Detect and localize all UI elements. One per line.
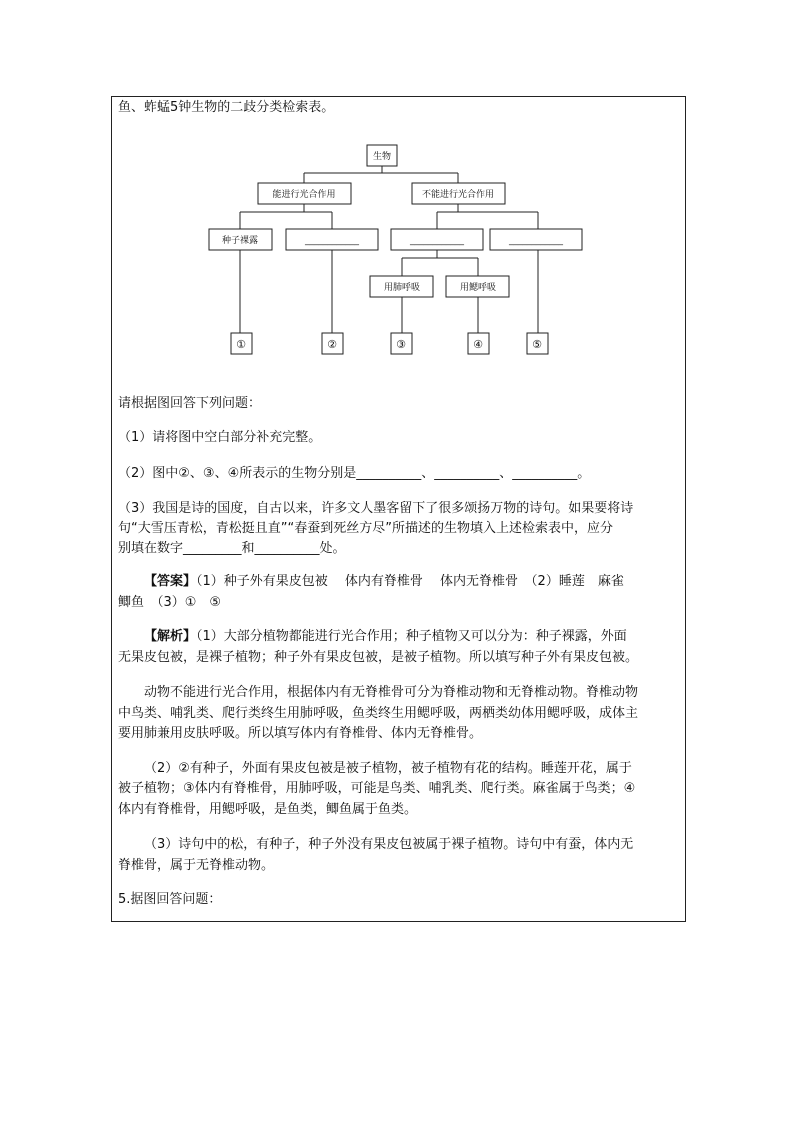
analysis-p4-line-2: 脊椎骨，属于无脊椎动物。 xyxy=(118,858,275,873)
prompt-text: 请根据图回答下列问题： xyxy=(118,396,262,411)
node-blank-1-label: ____________ xyxy=(305,236,359,246)
analysis-p4-line-1: （3）诗句中的松，有种子，种子外没有果皮包被属于裸子植物。诗句中有蚕，体内无 xyxy=(144,837,634,852)
answer-label: 【答案】 xyxy=(144,574,197,589)
analysis-p2-line-1: 动物不能进行光合作用，根据体内有无脊椎骨可分为脊椎动物和无脊椎动物。脊椎动物 xyxy=(144,685,639,700)
marker-5: ⑤ xyxy=(532,338,542,351)
node-blank-3-label: ____________ xyxy=(509,236,563,246)
question-1: （1）请将图中空白部分补充完整。 xyxy=(118,430,322,445)
analysis-p1-text-1: （1）大部分植物都能进行光合作用；种子植物又可以分为：种子裸露，外面 xyxy=(196,629,627,644)
answer-text-1: （1）种子外有果皮包被 体内有脊椎骨 体内无脊椎骨 （2）睡莲 麻雀 xyxy=(196,574,624,589)
node-lung-label: 用肺呼吸 xyxy=(383,283,421,293)
analysis-p2-line-3: 要用肺兼用皮肤呼吸。所以填写体内有脊椎骨、体内无脊椎骨。 xyxy=(118,726,483,741)
node-no-photosynthesis-label: 不能进行光合作用 xyxy=(421,190,495,200)
next-question: 5.据图回答问题： xyxy=(118,892,222,907)
node-blank-2-label: ____________ xyxy=(410,236,464,246)
analysis-label: 【解析】 xyxy=(144,629,197,644)
marker-4: ④ xyxy=(473,338,483,351)
question-2: （2）图中②、③、④所表示的生物分别是__________、__________、__________。 xyxy=(118,466,591,481)
question-3-line-3: 别填在数字_________和__________处。 xyxy=(118,541,346,556)
intro-text: 鱼、蚱蜢5钟生物的二歧分类检索表。 xyxy=(118,100,335,115)
analysis-p3-line-1: （2）②有种子，外面有果皮包被是被子植物，被子植物有花的结构。睡莲开花，属于 xyxy=(144,761,632,776)
marker-3: ③ xyxy=(396,338,406,351)
analysis-p3-line-3: 体内有脊椎骨，用鳃呼吸，是鱼类，鲫鱼属于鱼类。 xyxy=(118,802,418,817)
question-3-line-1: （3）我国是诗的国度，自古以来，许多文人墨客留下了很多颂扬万物的诗句。如果要将诗 xyxy=(118,501,634,516)
marker-1: ① xyxy=(236,338,246,351)
analysis-p1-line-1 xyxy=(144,628,627,646)
analysis-p1-line-2: 无果皮包被，是裸子植物；种子外有果皮包被，是被子植物。所以填写种子外有果皮包被。 xyxy=(118,650,639,665)
answer-line-1 xyxy=(144,573,624,591)
question-3-line-2: 句“大雪压青松，青松挺且直”“春蚕到死丝方尽”所描述的生物填入上述检索表中，应分 xyxy=(118,521,613,536)
analysis-p3-line-2: 被子植物；③体内有脊椎骨，用肺呼吸，可能是鸟类、哺乳类、爬行类。麻雀属于鸟类；④ xyxy=(118,781,636,796)
answer-line-2: 鲫鱼 （3）① ⑤ xyxy=(118,595,222,610)
marker-2: ② xyxy=(327,338,337,351)
node-root-label: 生物 xyxy=(372,152,392,162)
node-seed-bare-label: 种子裸露 xyxy=(221,236,259,246)
node-gill-label: 用鳃呼吸 xyxy=(459,283,497,293)
node-photosynthesis-label: 能进行光合作用 xyxy=(272,190,336,200)
classification-diagram xyxy=(0,0,794,380)
analysis-p2-line-2: 中鸟类、哺乳类、爬行类终生用肺呼吸，鱼类终生用鳃呼吸，两栖类幼体用鳃呼吸，成体主 xyxy=(118,706,639,721)
